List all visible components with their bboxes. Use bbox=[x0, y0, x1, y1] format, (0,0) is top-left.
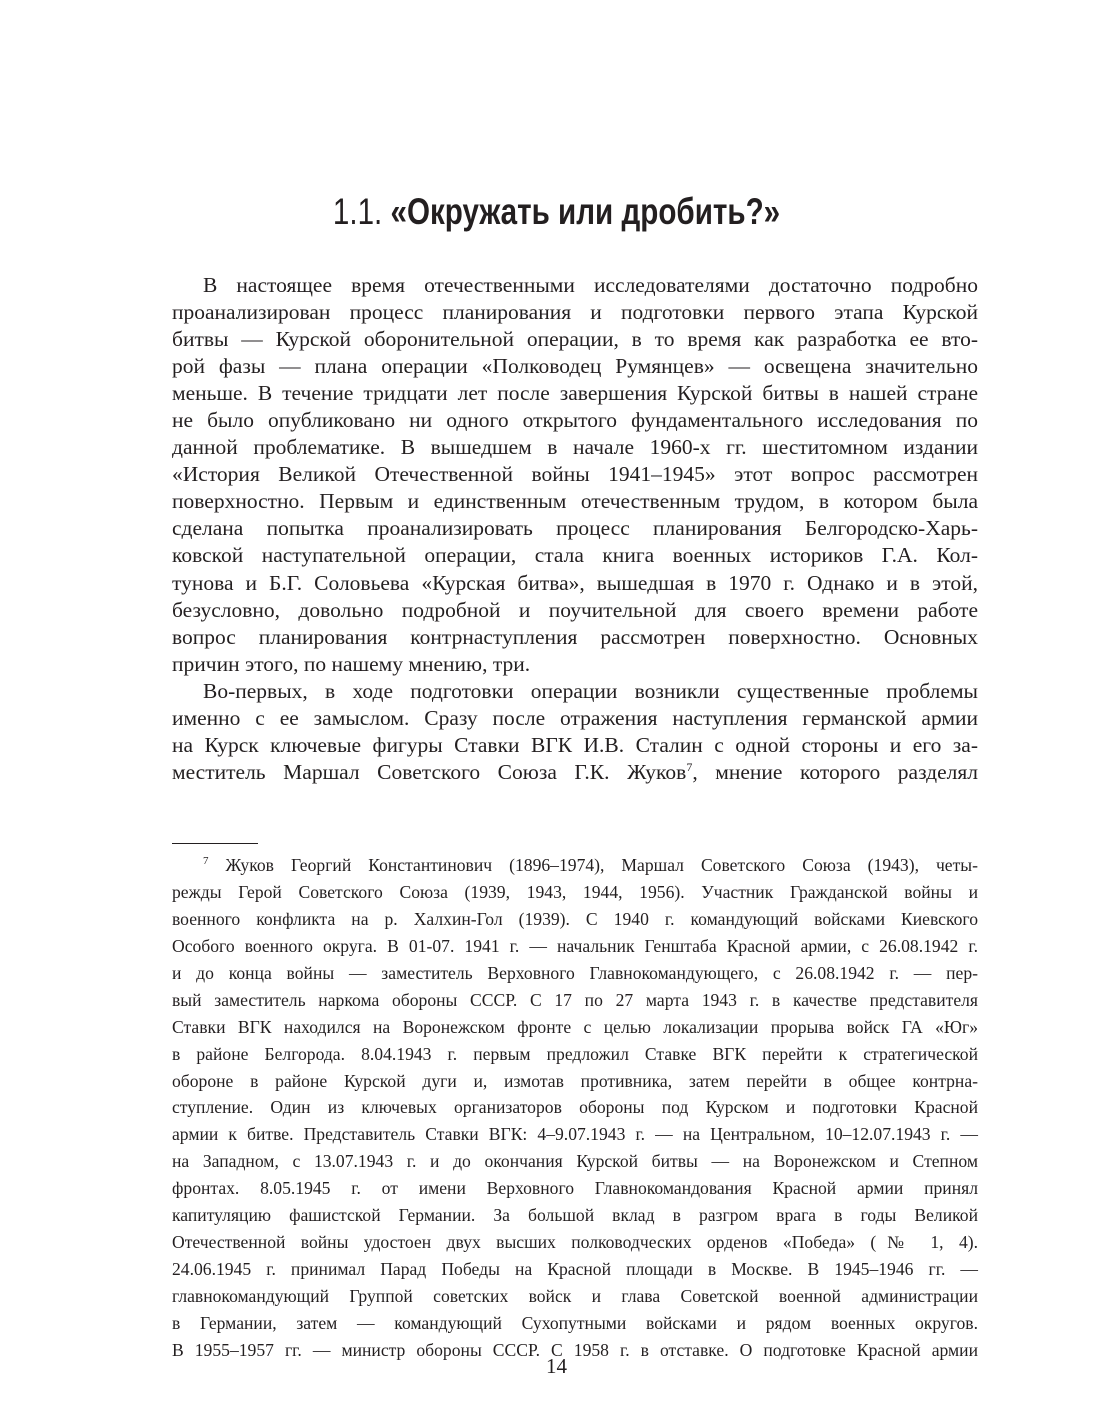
text-fragment: меститель Маршал Советского Союза Г.К. Жуков bbox=[172, 759, 687, 784]
text-line: тунова и Б.Г. Соловьева «Курская битва», вышедшая в 1970 г. Однако и в этой, bbox=[172, 570, 978, 595]
footnote-separator bbox=[172, 843, 258, 844]
text-line: поверхностно. Первым и единственным отечественным трудом, в котором была bbox=[172, 489, 978, 514]
text-line: сделана попытка проанализировать процесс планирования Белгородско-Харь- bbox=[172, 516, 978, 541]
footnote-line: вый заместитель наркома обороны СССР. С 17 по 27 марта 1943 г. в качестве представителя bbox=[172, 989, 978, 1010]
text-line: «История Великой Отечественной войны 1941–1945» этот вопрос рассмотрен bbox=[172, 462, 978, 487]
footnote-line: 24.06.1945 г. принимал Парад Победы на Красной площади в Москве. В 1945–1946 гг. — bbox=[172, 1259, 978, 1280]
footnote-line: фронтах. 8.05.1945 г. от имени Верховного Главнокомандования Красной армии принял bbox=[172, 1178, 978, 1199]
footnote-line: Отечественной войны удостоен двух высших полководческих орденов «Победа» (№ 1, 4). bbox=[172, 1232, 978, 1253]
text-line: меньше. В течение тридцати лет после завершения Курской битвы в нашей стране bbox=[172, 381, 978, 406]
text-fragment: Жуков Георгий Константинович (1896–1974), Маршал Советского Союза (1943), четы- bbox=[225, 855, 978, 875]
text-line: рой фазы — плана операции «Полководец Румянцев» — освещена значительно bbox=[172, 354, 978, 379]
text-line bbox=[172, 759, 978, 786]
footnote-line: Особого военного округа. В 01-07. 1941 г. — начальник Генштаба Красной армии, с 26.08.1942 г. bbox=[172, 935, 978, 956]
footnote-line: армии к битве. Представитель Ставки ВГК: 4–9.07.1943 г. — на Центральном, 10–12.07.1943 г. — bbox=[172, 1124, 978, 1145]
footnote-line: в районе Белгорода. 8.04.1943 г. первым предложил Ставке ВГК перейти к стратегической bbox=[172, 1043, 978, 1064]
main-text bbox=[172, 272, 978, 786]
page-number: 14 bbox=[546, 1354, 567, 1378]
chapter-heading bbox=[0, 188, 1113, 236]
footnote-line: капитуляцию фашистской Германии. За большой вклад в разгром врага в годы Великой bbox=[172, 1205, 978, 1226]
footnote-line: и до конца войны — заместитель Верховного Главнокомандующего, с 26.08.1942 г. — пер- bbox=[172, 962, 978, 983]
footnote-line bbox=[172, 852, 978, 879]
footnote-line: режды Герой Советского Союза (1939, 1943, 1944, 1956). Участник Гражданской войны и bbox=[172, 881, 978, 902]
text-line: ковской наступательной операции, стала книга военных историков Г.А. Кол- bbox=[172, 543, 978, 568]
text-line: именно с ее замыслом. Сразу после отражения наступления германской армии bbox=[172, 705, 978, 730]
text-line: безусловно, довольно подробной и поучительной для своего времени работе bbox=[172, 597, 978, 622]
footnote-line: в Германии, затем — командующий Сухопутными войсками и рядом военных округов. bbox=[172, 1312, 978, 1333]
footnote-marker: 7 bbox=[203, 855, 209, 868]
text-line: Во-первых, в ходе подготовки операции возникли существенные проблемы bbox=[203, 678, 978, 703]
footnotes bbox=[172, 852, 978, 1364]
footnote-reference[interactable]: 7 bbox=[686, 759, 693, 774]
heading-number: 1.1. bbox=[332, 191, 383, 232]
text-fragment: , мнение которого разделял bbox=[692, 759, 979, 784]
footnote-line: военного конфликта на р. Халхин-Гол (1939). С 1940 г. командующий войсками Киевского bbox=[172, 908, 978, 929]
text-line: проанализирован процесс планирования и подготовки первого этапа Курской bbox=[172, 300, 978, 325]
footnote-line: ступление. Один из ключевых организаторов обороны под Курском и подготовки Красной bbox=[172, 1097, 978, 1118]
heading-text: «Окружать или дробить?» bbox=[390, 191, 781, 232]
footnote-line: В 1955–1957 гг. — министр обороны СССР. С 1958 г. в отставке. О подготовке Красной армии bbox=[172, 1339, 978, 1360]
footnote-line: обороне в районе Курской дуги и, измотав противника, затем перейти в общее контрна- bbox=[172, 1070, 978, 1091]
footnote-line: Ставки ВГК находился на Воронежском фронте с целью локализации прорыва войск ГА «Юг» bbox=[172, 1016, 978, 1037]
text-line: на Курск ключевые фигуры Ставки ВГК И.В. Сталин с одной стороны и его за- bbox=[172, 732, 978, 757]
text-line: причин этого, по нашему мнению, три. bbox=[172, 651, 531, 676]
text-line: не было опубликовано ни одного открытого фундаментального исследования по bbox=[172, 408, 978, 433]
footnote-line: главнокомандующий Группой советских войск и глава Советской военной администрации bbox=[172, 1286, 978, 1306]
text-line: вопрос планирования контрнаступления рассмотрен поверхностно. Основных bbox=[172, 624, 978, 649]
text-line: В настоящее время отечественными исследователями достаточно подробно bbox=[203, 273, 978, 297]
text-line: битвы — Курской оборонительной операции, в то время как разработка ее вто- bbox=[172, 327, 978, 352]
footnote-line: на Западном, с 13.07.1943 г. и до окончания Курской битвы — на Воронежском и Степном bbox=[172, 1151, 978, 1172]
text-line: данной проблематике. В вышедшем в начале 1960-х гг. шеститомном издании bbox=[172, 435, 978, 460]
